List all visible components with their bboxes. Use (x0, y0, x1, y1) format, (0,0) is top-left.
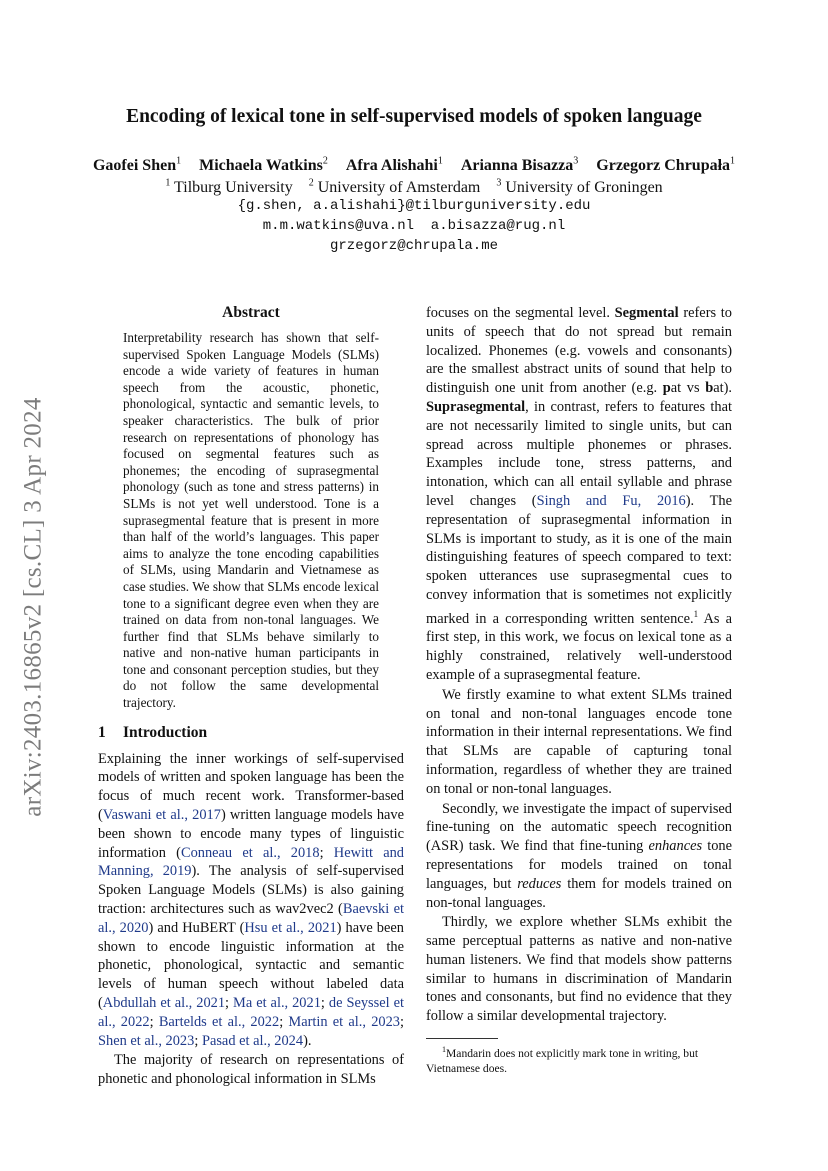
left-column (98, 304, 404, 1089)
abstract-heading: Abstract (222, 304, 280, 321)
text-run: Explaining the inner workings of self-supervised models of written and spoken language has been the focus of much recent work. Transformer-based ( (98, 750, 404, 824)
text-run: ; (320, 995, 329, 1012)
arxiv-identifier-text: arXiv:2403.16865v2 [cs.CL] 3 Apr 2024 (20, 397, 48, 817)
citation-link[interactable]: Abdullah et al., 2021 (102, 995, 226, 1012)
bold-term: Segmental (614, 305, 679, 321)
affiliation-mark: 2 (308, 178, 314, 189)
author-name: Arianna Bisazza (460, 157, 574, 175)
footnote (426, 1043, 732, 1076)
author (596, 157, 735, 174)
author-affiliation-mark: 1 (437, 156, 443, 167)
intro-paragraph: The majority of research on representations of phonetic and phonological information in SLMs (98, 1052, 404, 1088)
citation-link[interactable]: Hsu et al., 2021 (244, 919, 337, 936)
author (461, 157, 578, 174)
text-run: ) written language models have been shown to encode many types of linguistic information ( (98, 807, 404, 861)
affiliation (165, 179, 292, 196)
intro-paragraph (98, 750, 404, 1051)
citation-link[interactable]: Singh and Fu, 2016 (536, 492, 686, 509)
italic-term: enhances (648, 838, 703, 855)
text-run: ) and HuBERT ( (148, 919, 245, 936)
bold-term: p (662, 380, 671, 397)
text-run: focuses on the segmental level. (426, 305, 615, 321)
text-run: ; (149, 1013, 159, 1030)
author-affiliation-mark: 1 (730, 156, 736, 167)
text-run: at). (713, 380, 732, 397)
text-run: As a first step, in this work, we focus on lexical tone as a highly constrained, relatively well-understood example of a suprasegmental feature. (426, 610, 732, 683)
text-run: , in contrast, refers to features that are not necessarily limited to single units, but can spread across multiple phonemes or phrases. Examples include tone, stress patterns, and intonation, which can all entail syllable and phrase level changes ( (426, 398, 732, 509)
footnote-divider (426, 1038, 498, 1039)
citation-link[interactable]: Baevski et al., 2020 (98, 901, 404, 936)
section-number: 1 (98, 723, 106, 741)
text-run: ). The analysis of self-supervised Spoken Language Models (SLMs) is also gaining traction: architectures such as wav2vec2 ( (98, 863, 404, 918)
author-name: Michaela Watkins (199, 157, 323, 175)
intro-paragraph (426, 800, 732, 913)
citation-link[interactable]: Ma et al., 2021 (233, 995, 321, 1012)
text-run: ). (303, 1032, 312, 1049)
author-name: Afra Alishahi (345, 157, 438, 175)
intro-paragraph: Thirdly, we explore whether SLMs exhibit the same perceptual patterns as native and non-native human listeners. We find that models show patterns similar to humans in discrimination of Mandarin tones and consonants, but find no evidence that they follow a similar developmental trajectory. (426, 914, 732, 1025)
affiliation-mark: 3 (496, 178, 502, 189)
citation-link[interactable]: Vaswani et al., 2017 (102, 807, 221, 824)
author-email-line: m.m.watkins@uva.nl a.bisazza@rug.nl (262, 218, 566, 234)
intro-paragraph-continued (426, 304, 732, 685)
text-run: at vs (670, 380, 706, 397)
text-run: tone representations for models trained on tonal languages, but (426, 838, 733, 892)
text-run: refers to units of speech that do not spread but remain localized. Phonemes (e.g. vowels and consonants) are the smallest abstract units of sound that help to distinguish one unit from another (e.g. (426, 305, 732, 397)
author-name: Grzegorz Chrupała (596, 157, 731, 175)
text-run: ; (225, 995, 234, 1012)
author (346, 157, 443, 174)
text-run: ; (399, 1013, 404, 1030)
text-run: ; (319, 844, 334, 861)
citation-link[interactable]: Conneau et al., 2018 (180, 844, 320, 861)
citation-link[interactable]: Hewitt and Manning, 2019 (98, 844, 404, 880)
affiliation-name: University of Amsterdam (317, 179, 481, 197)
italic-term: reduces (517, 875, 562, 892)
citation-link[interactable]: Shen et al., 2023 (98, 1032, 195, 1049)
citation-link[interactable]: de Seyssel et al., 2022 (98, 995, 404, 1030)
footnote-marker[interactable]: 1 (693, 608, 699, 619)
text-run: ). The representation of suprasegmental information in SLMs is important to study, as it is one of the main distinguishing features of speech compared to text: spoken utterances use suprasegmental cues to convey information that is sometimes not explicitly marked in a corresponding written sentence. (426, 492, 732, 627)
citation-link[interactable]: Martin et al., 2023 (288, 1013, 400, 1030)
citation-link[interactable]: Pasad et al., 2024 (201, 1032, 304, 1049)
author (199, 157, 328, 174)
intro-paragraph: We firstly examine to what extent SLMs trained on tonal and non-tonal languages encode tone information in their internal representations. We find that SLMs are capable of capturing tonal information, regardless of whether they are trained on tonal or non-tonal languages. (426, 686, 732, 797)
footnote-number: 1 (442, 1045, 446, 1055)
section-title: Introduction (123, 723, 208, 741)
affiliation-name: University of Groningen (505, 179, 663, 197)
author-affiliation-mark: 1 (176, 156, 182, 167)
author-list (60, 156, 768, 175)
text-run: ) have been shown to encode linguistic information at the phonetic, phonological, syntactic and semantic levels of human speech without labeled data ( (98, 919, 404, 1012)
right-column (426, 304, 732, 1076)
abstract-text: Interpretability research has shown that self-supervised Spoken Language Models (SLMs) encode a wide variety of features in human speech from the acoustic, phonetic, phonological, syntactic and semantic levels, to speaker characteristics. The bulk of prior research on representations of phonology has focused on segmental features such as phonemes; the encoding of suprasegmental phonology (such as tone and stress patterns) in SLMs is not yet well understood. Tone is a suprasegmental feature that is present in more than half of the world’s languages. This paper aims to analyze the tone encoding capabilities of SLMs, using Mandarin and Vietnamese as case studies. We show that SLMs encode lexical tone to a significant degree even when they are trained on data from non-tonal languages. We further find that SLMs behave similarly to native and non-native human participants in tone and consonant perception studies, but they do not follow the same developmental trajectory. (123, 330, 379, 711)
author-email-line: grzegorz@chrupala.me (329, 238, 499, 254)
citation-link[interactable]: Bartelds et al., 2022 (158, 1013, 280, 1030)
text-run: Secondly, we investigate the impact of supervised fine-tuning on the automatic speech recognition (ASR) task. We find that fine-tuning (426, 800, 732, 855)
author-email-line: {g.shen, a.alishahi}@tilburguniversity.edu (237, 198, 591, 214)
affiliation (496, 179, 662, 196)
footnote-text: Mandarin does not explicitly mark tone in writing, but Vietnamese does. (426, 1046, 699, 1075)
author-name: Gaofei Shen (92, 157, 177, 175)
author (93, 157, 181, 174)
bold-term: b (705, 380, 714, 397)
affiliation-name: Tilburg University (174, 179, 293, 197)
affiliation (309, 179, 481, 196)
paper-title: Encoding of lexical tone in self-supervised models of spoken language (126, 106, 702, 127)
section-heading (98, 724, 404, 742)
bold-term: Suprasegmental (426, 398, 526, 415)
text-run: ; (279, 1013, 289, 1030)
text-run: them for models trained on non-tonal languages. (426, 875, 732, 911)
affiliation-mark: 1 (165, 178, 171, 189)
author-affiliation-mark: 3 (573, 156, 579, 167)
arxiv-identifier-stamp (20, 372, 48, 842)
author-affiliation-mark: 2 (322, 156, 328, 167)
text-run: ; (194, 1032, 202, 1049)
affiliation-list (0, 178, 828, 197)
